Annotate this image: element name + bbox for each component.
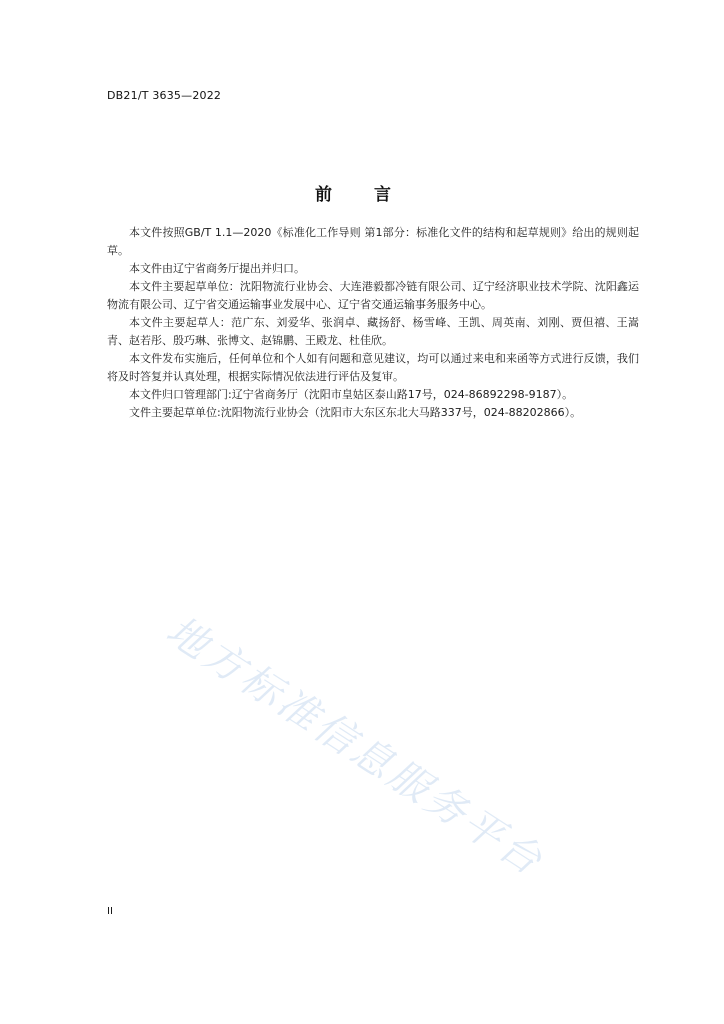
watermark: 地方标准信息服务平台 bbox=[158, 607, 553, 886]
page-title: 前 言 bbox=[315, 185, 409, 205]
paragraph-drafters: 本文件主要起草人：范广东、刘爱华、张润卓、藏扬舒、杨雪峰、王凯、周英南、刘刚、贾但禧、王嵩青、赵若彤、殷巧琳、张博文、赵锦鹏、王殿龙、杜佳欣。 bbox=[107, 316, 639, 347]
foreword-body bbox=[107, 224, 639, 422]
paragraph-proposer: 本文件由辽宁省商务厅提出并归口。 bbox=[129, 262, 305, 275]
page-number: II bbox=[107, 906, 113, 917]
paragraph-drafting-rules: 本文件按照GB/T 1.1—2020《标准化工作导则 第1部分：标准化文件的结构和起草规则》给出的规则起草。 bbox=[107, 226, 639, 257]
paragraph-feedback: 本文件发布实施后，任何单位和个人如有问题和意见建议，均可以通过来电和来函等方式进行反馈，我们将及时答复并认真处理，根据实际情况依法进行评估及复审。 bbox=[107, 352, 639, 383]
paragraph-main-drafting-unit: 文件主要起草单位:沈阳物流行业协会（沈阳市大东区东北大马路337号，024-88202866）。 bbox=[129, 406, 582, 419]
paragraph-drafting-units: 本文件主要起草单位：沈阳物流行业协会、大连港毅都冷链有限公司、辽宁经济职业技术学院、沈阳鑫运物流有限公司、辽宁省交通运输事业发展中心、辽宁省交通运输事务服务中心。 bbox=[107, 280, 639, 311]
paragraph-management-dept: 本文件归口管理部门:辽宁省商务厅（沈阳市皇姑区泰山路17号，024-86892298-9187）。 bbox=[129, 388, 574, 401]
document-code: DB21/T 3635—2022 bbox=[107, 89, 222, 102]
